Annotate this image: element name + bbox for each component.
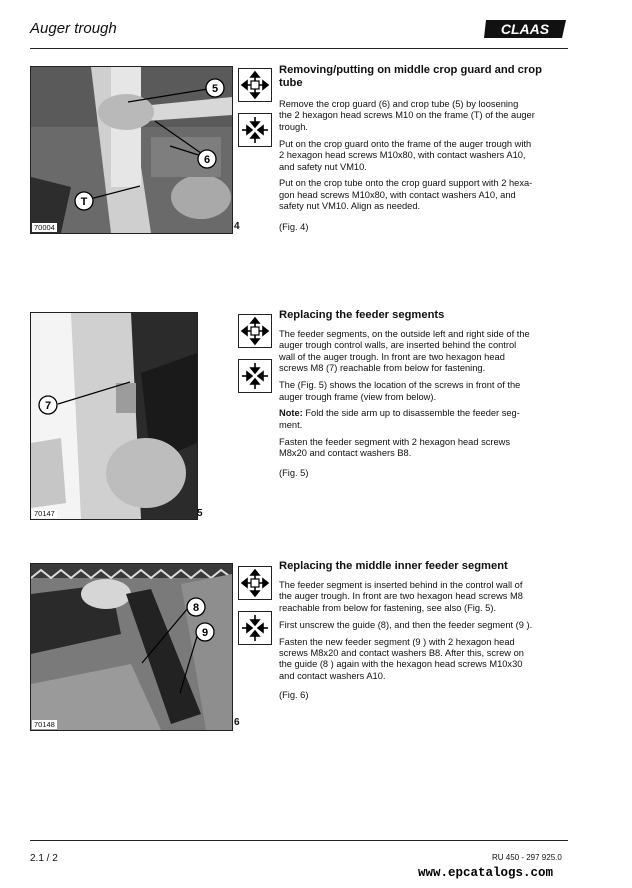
photo-code: 70148 [34,720,55,729]
document-code: RU 450 - 297 925.0 [492,853,562,862]
svg-text:5: 5 [211,83,219,95]
svg-text:T: T [80,196,88,208]
page-title: Auger trough [30,20,117,37]
paragraph: Put on the crop tube onto the crop guard support with 2 hexa- gon head screws M10x80, with contact washers A10, and safety nut VM10. Align as needed. [279,178,533,212]
section-replacing-feeder-segments [279,309,579,484]
svg-text:9: 9 [201,627,209,639]
paragraph: The feeder segments, on the outside left and right side of the auger trough control walls, are inserted behind the control wall of the auger trough. In front are two hexagon head screws M8 (7) reachable from below for fastening. [279,329,530,374]
section-title: Replacing the middle inner feeder segment [279,560,508,572]
callout-7 [38,395,58,420]
paragraph: The feeder segment is inserted behind in the control wall of the auger trough. In front are two hexagon head screws M8 reachable from below for fastening, see also (Fig. 5). [279,580,523,613]
svg-text:8: 8 [192,602,200,614]
remove-arrows-icon [238,566,272,600]
install-arrows-icon [238,113,272,147]
paragraph: Fasten the new feeder segment (9 ) with 2 hexagon head screws M8x20 and contact washers B8. After this, screw on the guide (8 ) again with the hexagon head screws M10x30 and contact washers A10. [279,636,524,681]
photo-code: 70147 [34,509,55,518]
claas-logo [484,16,568,42]
svg-text:CLAAS: CLAAS [500,21,550,37]
callout-8 [186,597,206,622]
callout-5 [205,78,225,103]
section-title: Replacing the feeder segments [279,309,445,321]
figure-reference: (Fig. 4) [279,221,309,232]
paragraph: The (Fig. 5) shows the location of the screws in front of the auger trough frame (view from below). [279,380,521,402]
footer-rule [30,840,568,841]
remove-arrows-icon [238,68,272,102]
note-label: Note: [279,408,303,419]
note-paragraph: Note: Fold the side arm up to disassemble the feeder seg- ment. [279,408,520,430]
photo-code: 70004 [34,223,55,232]
paragraph: Put on the crop guard onto the frame of the auger trough with 2 hexagon head screws M10x80, with contact washers A10, and safety nut VM10. [279,138,532,172]
section-replacing-middle-feeder-segment [279,560,579,707]
figure-number: 4 [234,221,240,232]
figure-number: 6 [234,717,240,728]
header-rule [30,48,568,49]
callout-6 [197,149,217,174]
svg-text:7: 7 [44,400,52,412]
figure-reference: (Fig. 6) [279,690,309,701]
page-number: 2.1 / 2 [30,853,58,864]
remove-arrows-icon [238,314,272,348]
paragraph: First unscrew the guide (8), and then the feeder segment (9 ). [279,619,533,630]
install-arrows-icon [238,611,272,645]
paragraph: Remove the crop guard (6) and crop tube (5) by loosening the 2 hexagon head screws M10 on the frame (T) of the auger trough. [279,99,535,132]
section-title: Removing/putting on middle crop guard and crop tube [279,64,542,89]
figure-number: 5 [197,508,203,519]
watermark: www.epcatalogs.com [418,866,554,880]
section-removing-crop-guard [279,64,579,239]
paragraph: Fasten the feeder segment with 2 hexagon head screws M8x20 and contact washers B8. [279,436,511,459]
callout-t [74,191,94,216]
install-arrows-icon [238,359,272,393]
callout-9 [195,622,215,647]
figure-reference: (Fig. 5) [279,467,309,478]
svg-text:6: 6 [203,154,211,166]
